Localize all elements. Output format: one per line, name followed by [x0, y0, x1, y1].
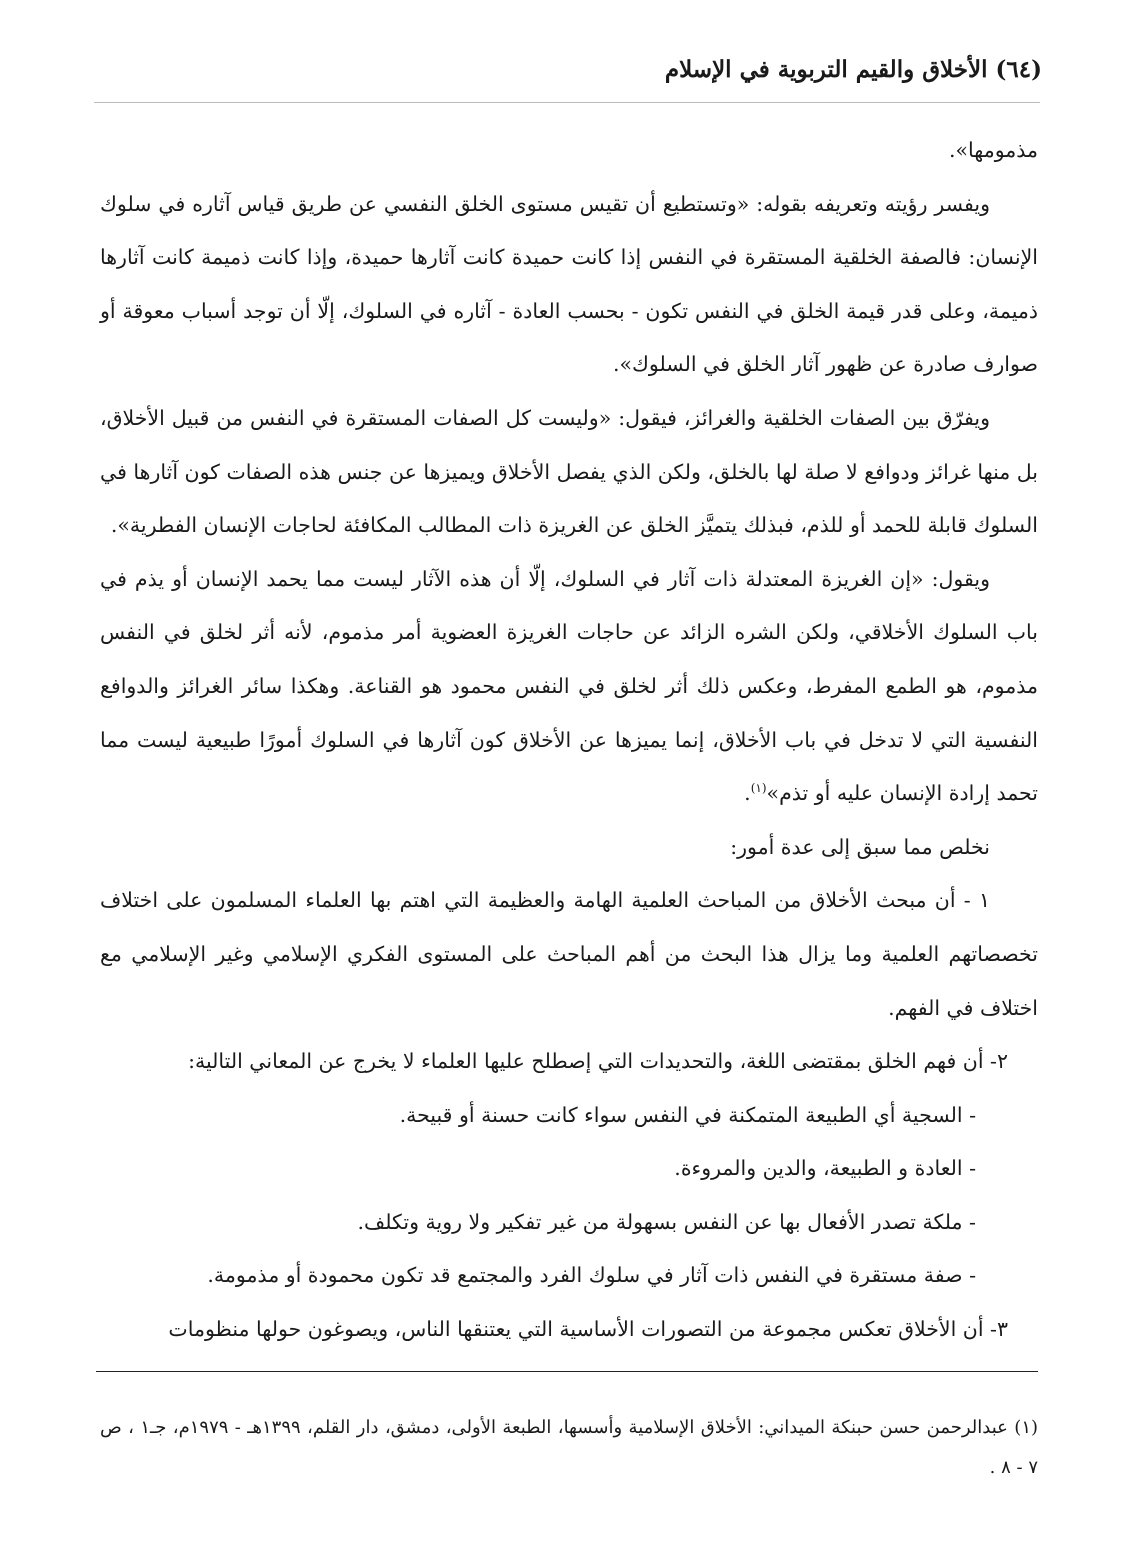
footnote-divider	[96, 1371, 1038, 1372]
sub-list-item: - ملكة تصدر الأفعال بها عن النفس بسهولة من غير تفكير ولا روية وتكلف.	[357, 1209, 976, 1234]
footnote-reference: (١)	[750, 781, 767, 796]
paragraph: ويفرّق بين الصفات الخلقية والغرائز، فيقول: «وليست كل الصفات المستقرة في النفس من قبيل الأخلاق، بل منها غرائز ودوافع لا صلة لها بالخلق، ولكن الذي يفصل الأخلاق ويميزها عن جنس هذه الصفات كون آثارها في السلوك قابلة للحمد أو للذم، فبذلك يتميَّز الخلق عن الغريزة ذات المطالب المكافئة لحاجات الإنسان الفطرية».	[100, 405, 1038, 538]
list-item: ١ - أن مبحث الأخلاق من المباحث العلمية الهامة والعظيمة التي اهتم بها العلماء المسلمون على اختلاف تخصصاتهم العلمية وما يزال هذا البحث من أهم المباحث على المستوى الفكري الإسلامي وغير الإسلامي مع اختلاف في الفهم.	[100, 888, 1038, 1020]
header-divider	[94, 102, 1040, 103]
sub-list-item: - صفة مستقرة في النفس ذات آثار في سلوك الفرد والمجتمع قد تكون محمودة أو مذمومة.	[207, 1263, 976, 1288]
paragraph: مذمومها».	[948, 138, 1038, 162]
footnote-text: (١) عبدالرحمن حسن حبنكة الميداني: الأخلاق الإسلامية وأسسها، الطبعة الأولى، دمشق، دار القلم، ١٣٩٩هـ - ١٩٧٩م، جـ١ ، ص ٧ - ٨ .	[100, 1417, 1039, 1478]
sub-list-item: - السجية أي الطبيعة المتمكنة في النفس سواء كانت حسنة أو قبيحة.	[399, 1102, 976, 1127]
footnote	[100, 1408, 1038, 1488]
paragraph	[100, 553, 1038, 821]
paragraph: ويفسر رؤيته وتعريفه بقوله: «وتستطيع أن تقيس مستوى الخلق النفسي عن طريق قياس آثاره في سلوك الإنسان: فالصفة الخلقية المستقرة في النفس إذا كانت حميدة كانت آثارها حميدة، وإذا كانت ذميمة كانت آثارها ذميمة، وعلى قدر قيمة الخلق في النفس تكون - بحسب العادة - آثاره في السلوك، إلّا أن توجد أسباب معوقة أو صوارف صادرة عن ظهور آثار الخلق في السلوك».	[100, 191, 1038, 377]
page-header: (٦٤) الأخلاق والقيم التربوية في الإسلام	[664, 56, 1042, 83]
list-item: ٢- أن فهم الخلق بمقتضى اللغة، والتحديدات التي إصطلح عليها العلماء لا يخرج عن المعاني التالية:	[188, 1049, 1008, 1074]
main-text	[100, 124, 1038, 1357]
list-item: ٣- أن الأخلاق تعكس مجموعة من التصورات الأساسية التي يعتنقها الناس، ويصوغون حولها منظومات	[168, 1317, 1008, 1342]
sub-list-item: - العادة و الطبيعة، والدين والمروءة.	[674, 1156, 976, 1181]
paragraph: نخلص مما سبق إلى عدة أمور:	[730, 834, 990, 859]
paragraph-end: .	[744, 781, 751, 806]
paragraph-text: ويقول: «إن الغريزة المعتدلة ذات آثار في السلوك، إلّا أن هذه الآثار ليست مما يحمد الإنسان أو يذم في باب السلوك الأخلاقي، ولكن الشره الزائد عن حاجات الغريزة العضوية أمر مذموم، لأنه أثر لخلق في النفس مذموم، هو الطمع المفرط، وعكس ذلك أثر لخلق في النفس محمود هو القناعة. وهكذا سائر الغرائز والدوافع النفسية التي لا تدخل في باب الأخلاق، إنما يميزها عن الأخلاق كون آثارها في السلوك أمورًا طبيعية ليست مما تحمد إرادة الإنسان عليه أو تذم»	[100, 566, 1038, 806]
